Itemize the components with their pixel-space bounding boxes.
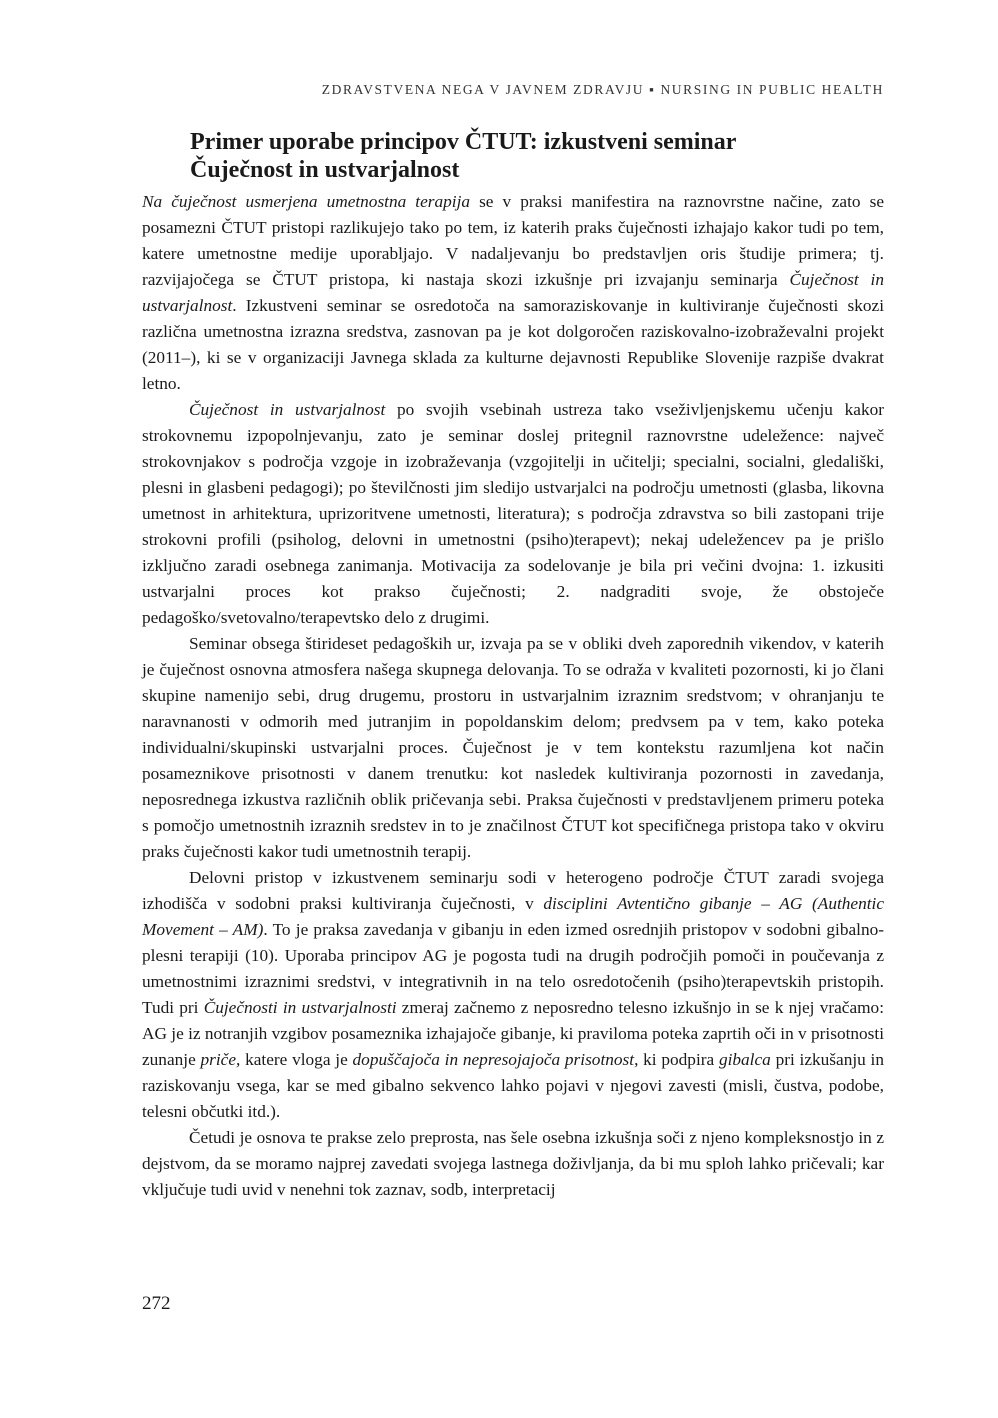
italic-phrase: Čuječnosti in ustvarjalnosti: [203, 998, 397, 1017]
italic-phrase: gibalca: [718, 1050, 771, 1069]
section-title-line-2: Čuječnost in ustvarjalnost: [190, 157, 460, 183]
paragraph: [142, 397, 884, 631]
italic-phrase: Na čuječnost usmerjena umetnostna terapija: [142, 192, 471, 211]
text-run: Delovni pristop v izkustvenem seminarju sodi v heterogeno področje ČTUT zaradi svojega izhodišča v sodobni praksi kultiviranja čuječnosti, v: [142, 868, 884, 913]
paragraph: [142, 1125, 884, 1203]
text-run: pri izkušanju in raziskovanju vsega, kar se med gibalno sekvenco lahko pojavi v njegovi zavesti (misli, čustva, podobe, telesni občutki itd.).: [142, 1050, 884, 1121]
paragraph: [142, 631, 884, 865]
text-run: zmeraj začnemo z neposredno telesno izkušnjo in se k njej vračamo: AG je iz notranjih vzgibov posameznika izhajajoče gibanje, ki praviloma poteka zaprtih oči in v prisotnosti zunanje: [142, 998, 884, 1069]
text-run: se v praksi manifestira na raznovrstne načine, zato se posamezni ČTUT pristopi razlikujejo tako po tem, iz katerih praks čuječnosti izhajajo kakor tudi po tem, katere umetnostne medije uporabljajo. V nadaljevanju bo predstavljen oris študije primera; tj. razvijajočega se ČTUT pristopa, ki nastaja skozi izkušnje pri izvajanju seminarja: [142, 192, 884, 289]
section-title-line-1: Primer uporabe principov ČTUT: izkustveni seminar: [190, 129, 737, 155]
text-run: katere vloga je: [240, 1050, 353, 1069]
text-run: Seminar obsega štirideset pedagoških ur, izvaja pa se v obliki dveh zaporednih vikendov, v katerih je čuječnost osnovna atmosfera našega skupnega delovanja. To se odraža v kvaliteti pozornosti, ki jo člani skupine namenijo sebi, drug drugemu, prostoru in ustvarjalnim izraznim sredstvom; v ohranjanju te naravnanosti v odmorih med jutranjim in popoldanskim delom; predvsem pa v tem, kako poteka individualni/skupinski ustvarjalni proces. Čuječnost je v tem kontekstu razumljena kot način posameznikove prisotnosti v danem trenutku: kot nasledek kultiviranja pozornosti in zavedanja, neposrednega izkustva različnih oblik pričevanja sebi. Praksa čuječnosti v predstavljenem primeru poteka s pomočjo umetnostnih izraznih sredstev in to je značilnost ČTUT kot specifičnega pristopa tako v okviru praks čuječnosti kakor tudi umetnostnih terapij.: [142, 634, 884, 861]
text-run: , ki podpira: [634, 1050, 719, 1069]
body-text: [142, 189, 884, 1203]
italic-phrase: disciplini Avtentično gibanje – AG (Authentic Movement – AM): [142, 894, 884, 939]
italic-phrase: priče,: [200, 1050, 241, 1069]
section-title: [190, 128, 830, 184]
text-run: . Izkustveni seminar se osredotoča na samoraziskovanje in kultiviranje čuječnosti skozi različna umetnostna izrazna sredstva, zasnovan pa je kot dolgoročen raziskovalno-izobraževalni projekt (2011–), ki se v organizaciji Javnega sklada za kulturne dejavnosti Republike Slovenije razpiše dvakrat letno.: [142, 296, 884, 393]
page-number: 272: [142, 1293, 171, 1314]
paragraph: [142, 865, 884, 1125]
italic-phrase: dopuščajoča in nepresojajoča prisotnost: [352, 1050, 635, 1069]
italic-phrase: Čuječnost in ustvarjalnost: [189, 400, 386, 419]
italic-phrase: Čuječnost in ustvarjalnost: [142, 270, 884, 315]
text-run: po svojih vsebinah ustreza tako vseživljenjskemu učenju kakor strokovnemu izpopolnjevanju, zato je seminar doslej pritegnil raznovrstne udeležence: največ strokovnjakov s področja vzgoje in izobraževanja (vzgojitelji in učitelji; specialni, socialni, gledališki, plesni in glasbeni pedagogi); po številčnosti jim sledijo ustvarjalci na področju umetnosti (glasba, likovna umetnost in arhitektura, uprizoritvene umetnosti, literatura); s področja zdravstva so bili zastopani trije strokovni profili (psiholog, delovni in umetnostni (psiho)terapevt); nekaj udeležencev pa je prišlo izključno zaradi osebnega zanimanja. Motivacija za sodelovanje je bila pri večini dvojna: 1. izkusiti ustvarjalni proces kot prakso čuječnosti; 2. nadgraditi svoje, že obstoječe pedagoško/svetovalno/terapevtsko delo z drugimi.: [142, 400, 885, 627]
text-run: Četudi je osnova te prakse zelo preprosta, nas šele osebna izkušnja soči z njeno kompleksnostjo in z dejstvom, da se moramo najprej zavedati svojega lastnega doživljanja, da bi mu sploh lahko pričevali; kar vključuje tudi uvid v nenehni tok zaznav, sodb, interpretacij: [142, 1128, 884, 1199]
paragraph: [142, 189, 884, 397]
text-run: . To je praksa zavedanja v gibanju in eden izmed osrednjih pristopov v sodobni gibalno-plesni terapiji (10). Uporaba principov AG je pogosta tudi na drugih področjih pomoči in poučevanja z umetnostnimi izraznimi sredstvi, v integrativnih in na telo osredotočenih (psiho)terapevtskih pristopih. Tudi pri: [142, 920, 884, 1017]
running-head: ZDRAVSTVENA NEGA V JAVNEM ZDRAVJU ▪ NURSING IN PUBLIC HEALTH: [321, 82, 884, 97]
